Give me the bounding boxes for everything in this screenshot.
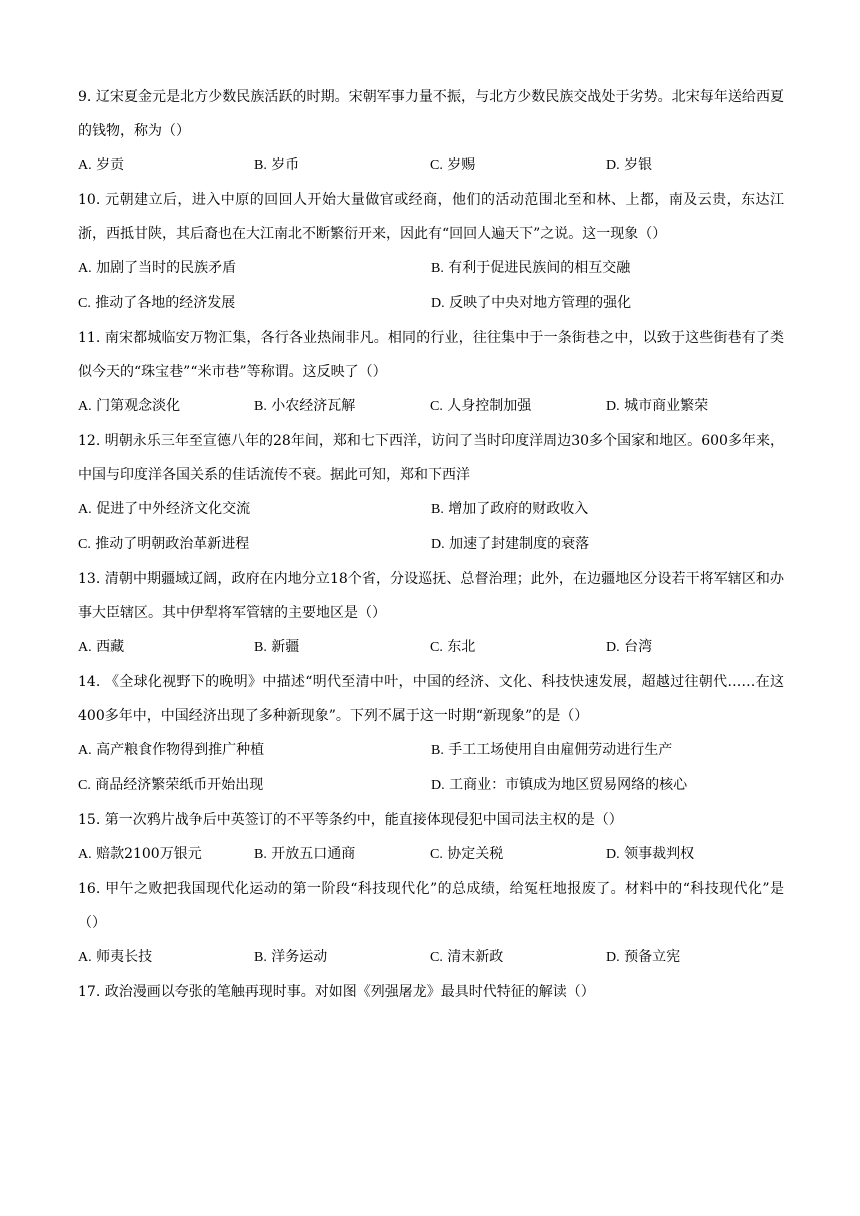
question-16: [78, 872, 784, 975]
option-a: [78, 492, 431, 527]
option-c: [78, 768, 431, 803]
question-11: [78, 321, 784, 424]
option-b: [254, 630, 430, 665]
option-text: 岁银: [624, 157, 653, 173]
option-text: 反映了中央对地方管理的强化: [449, 295, 632, 311]
option-text: 赔款2100万银元: [96, 846, 202, 862]
option-letter: B.: [254, 847, 267, 862]
question-stem: [78, 975, 784, 1009]
question-stem: [78, 803, 784, 837]
option-letter: D.: [431, 296, 445, 311]
question-stem: [78, 872, 784, 940]
options-grid: [78, 733, 784, 803]
option-c: [78, 286, 431, 321]
option-c: [430, 837, 606, 872]
option-text: 推动了各地的经济发展: [95, 295, 236, 311]
question-14: [78, 665, 784, 803]
option-letter: C.: [78, 778, 91, 793]
question-text: 清朝中期疆域辽阔，政府在内地分立18个省，分设巡抚、总督治理；此外，在边疆地区分设若干将军辖区和办事大臣辖区。其中伊犁将军管辖的主要地区是（）: [78, 571, 785, 621]
option-d: [431, 286, 784, 321]
option-letter: B.: [254, 158, 267, 173]
question-text: 第一次鸦片战争后中英签订的不平等条约中，能直接体现侵犯中国司法主权的是（）: [104, 812, 623, 828]
option-letter: B.: [254, 640, 267, 655]
question-number: 13.: [78, 571, 101, 587]
option-text: 增加了政府的财政收入: [448, 501, 589, 517]
option-a: [78, 148, 254, 183]
option-text: 城市商业繁荣: [624, 398, 709, 414]
option-d: [606, 630, 782, 665]
option-letter: C.: [430, 847, 443, 862]
option-letter: A.: [78, 261, 92, 276]
option-a: [78, 251, 431, 286]
question-number: 16.: [78, 881, 101, 897]
option-letter: D.: [431, 537, 445, 552]
question-10: [78, 183, 784, 321]
option-a: [78, 389, 254, 424]
question-stem: [78, 80, 784, 148]
option-letter: C.: [430, 158, 443, 173]
question-text: 南宋都城临安万物汇集，各行各业热闹非凡。相同的行业，往往集中于一条街巷之中，以致于这些街巷有了类似今天的“珠宝巷”“米市巷”等称谓。这反映了（）: [78, 330, 785, 380]
option-text: 加速了封建制度的衰落: [449, 536, 590, 552]
option-letter: D.: [431, 778, 445, 793]
option-letter: C.: [78, 537, 91, 552]
option-text: 手工工场使用自由雇佣劳动进行生产: [448, 742, 673, 758]
option-letter: D.: [606, 847, 620, 862]
option-d: [606, 940, 782, 975]
option-text: 西藏: [96, 639, 125, 655]
option-d: [606, 389, 782, 424]
option-d: [431, 768, 784, 803]
question-9: [78, 80, 784, 183]
option-a: [78, 733, 431, 768]
option-letter: A.: [78, 743, 92, 758]
option-letter: B.: [254, 950, 267, 965]
option-b: [254, 940, 430, 975]
option-text: 开放五口通商: [271, 846, 356, 862]
question-stem: [78, 321, 784, 389]
option-text: 岁赐: [447, 157, 476, 173]
option-letter: A.: [78, 640, 92, 655]
option-c: [430, 148, 606, 183]
question-number: 12.: [78, 433, 101, 449]
option-letter: A.: [78, 399, 92, 414]
question-stem: [78, 424, 784, 492]
option-text: 预备立宪: [624, 949, 681, 965]
option-text: 领事裁判权: [624, 846, 695, 862]
question-12: [78, 424, 784, 562]
option-c: [430, 630, 606, 665]
question-text: 《全球化视野下的晚明》中描述“明代至清中叶，中国的经济、文化、科技快速发展，超越过往朝代……在这400多年中，中国经济出现了多种新现象”。下列不属于这一时期“新现象”的是（）: [78, 674, 785, 724]
options-row: [78, 630, 784, 665]
options-grid: [78, 492, 784, 562]
option-text: 岁币: [271, 157, 300, 173]
question-17: [78, 975, 784, 1009]
option-text: 协定关税: [447, 846, 504, 862]
option-a: [78, 837, 254, 872]
option-text: 促进了中外经济文化交流: [96, 501, 251, 517]
option-text: 岁贡: [96, 157, 125, 173]
option-text: 商品经济繁荣纸币开始出现: [95, 777, 264, 793]
option-text: 推动了明朝政治革新进程: [95, 536, 250, 552]
option-text: 洋务运动: [271, 949, 328, 965]
question-stem: [78, 183, 784, 251]
question-text: 明朝永乐三年至宣德八年的28年间，郑和七下西洋，访问了当时印度洋周边30多个国家和地区。600多年来，中国与印度洋各国关系的佳话流传不衰。据此可知，郑和下西洋: [78, 433, 785, 483]
option-d: [606, 837, 782, 872]
question-stem: [78, 665, 784, 733]
question-13: [78, 562, 784, 665]
option-letter: B.: [431, 743, 444, 758]
option-letter: A.: [78, 950, 92, 965]
option-letter: C.: [430, 950, 443, 965]
option-d: [431, 527, 784, 562]
option-letter: C.: [430, 399, 443, 414]
option-text: 台湾: [624, 639, 653, 655]
option-b: [254, 148, 430, 183]
option-a: [78, 940, 254, 975]
option-letter: C.: [78, 296, 91, 311]
option-letter: A.: [78, 158, 92, 173]
options-row: [78, 389, 784, 424]
question-number: 11.: [78, 330, 101, 346]
option-text: 工商业：市镇成为地区贸易网络的核心: [449, 777, 688, 793]
option-letter: D.: [606, 158, 620, 173]
question-number: 14.: [78, 674, 101, 690]
options-row: [78, 837, 784, 872]
option-letter: B.: [431, 502, 444, 517]
option-c: [430, 389, 606, 424]
option-letter: A.: [78, 502, 92, 517]
question-number: 17.: [78, 984, 101, 1000]
question-15: [78, 803, 784, 872]
question-number: 15.: [78, 812, 101, 828]
option-b: [254, 837, 430, 872]
option-b: [431, 251, 784, 286]
option-text: 东北: [447, 639, 476, 655]
question-text: 元朝建立后，进入中原的回回人开始大量做官或经商，他们的活动范围北至和林、上都，南及云贵，东达江浙，西抵甘陕，其后裔也在大江南北不断繁衍开来，因此有“回回人遍天下”之说。这一现象（）: [78, 192, 784, 242]
options-grid: [78, 251, 784, 321]
option-text: 有利于促进民族间的相互交融: [448, 260, 631, 276]
option-text: 人身控制加强: [447, 398, 532, 414]
question-text: 甲午之败把我国现代化运动的第一阶段“科技现代化”的总成绩，给冤枉地报废了。材料中的“科技现代化”是（）: [78, 881, 784, 931]
option-b: [431, 733, 784, 768]
option-letter: B.: [431, 261, 444, 276]
option-text: 高产粮食作物得到推广种植: [96, 742, 265, 758]
option-text: 门第观念淡化: [96, 398, 181, 414]
exam-page: [78, 80, 784, 1009]
option-text: 小农经济瓦解: [271, 398, 356, 414]
option-letter: C.: [430, 640, 443, 655]
option-d: [606, 148, 782, 183]
options-row: [78, 940, 784, 975]
option-b: [254, 389, 430, 424]
question-number: 10.: [78, 192, 101, 208]
option-letter: D.: [606, 950, 620, 965]
options-row: [78, 148, 784, 183]
option-letter: B.: [254, 399, 267, 414]
option-letter: D.: [606, 640, 620, 655]
option-a: [78, 630, 254, 665]
option-letter: A.: [78, 847, 92, 862]
option-b: [431, 492, 784, 527]
option-text: 清末新政: [447, 949, 504, 965]
option-c: [430, 940, 606, 975]
option-text: 加剧了当时的民族矛盾: [96, 260, 237, 276]
question-number: 9.: [78, 89, 92, 105]
question-text: 政治漫画以夸张的笔触再现时事。对如图《列强屠龙》最具时代特征的解读（）: [104, 984, 595, 1000]
option-letter: D.: [606, 399, 620, 414]
question-stem: [78, 562, 784, 630]
option-text: 新疆: [271, 639, 300, 655]
question-text: 辽宋夏金元是北方少数民族活跃的时期。宋朝军事力量不振，与北方少数民族交战处于劣势。北宋每年送给西夏的钱物，称为（）: [78, 89, 784, 139]
option-text: 师夷长技: [96, 949, 153, 965]
option-c: [78, 527, 431, 562]
